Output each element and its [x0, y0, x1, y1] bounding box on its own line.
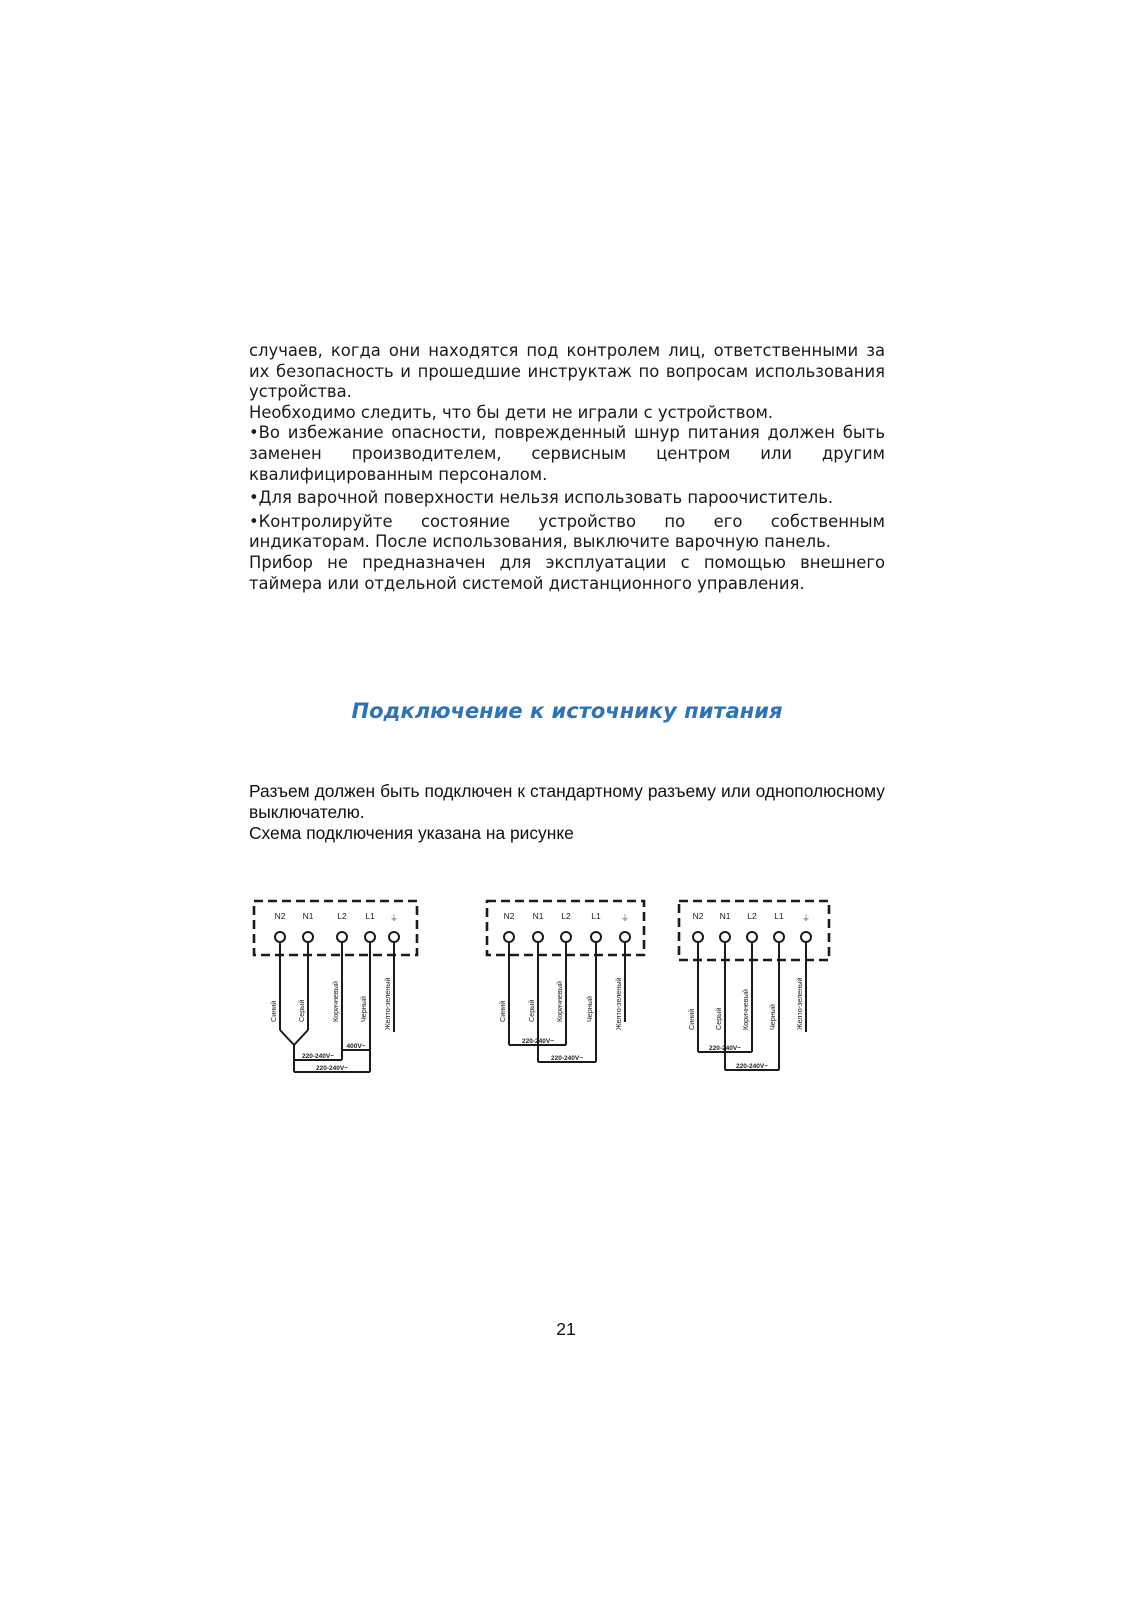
page-number: 21: [556, 1319, 576, 1339]
voltage-label: 220-240V~: [551, 1055, 583, 1062]
wire-label: Синий: [269, 1000, 278, 1022]
diagram-1: [269, 911, 399, 1072]
wire-label: Черный: [359, 996, 368, 1022]
wire-label: Желто-зеленый: [383, 977, 392, 1030]
terminal-label: N2: [692, 911, 704, 921]
safety-paragraph: •Контролируйте состояние устройство по его собственным индикаторам. После использования, выключите варочную панель.: [249, 511, 885, 552]
terminal-label: L1: [774, 911, 784, 921]
voltage-label: 220-240V~: [316, 1065, 348, 1072]
ground-icon: ⏚: [620, 913, 630, 923]
voltage-label: 220-240V~: [709, 1045, 741, 1052]
diagram-1-frame: [254, 901, 417, 955]
voltage-label: 220-240V~: [736, 1063, 768, 1070]
terminal-label: N1: [302, 911, 314, 921]
section-title: Подключение к источнику питания: [351, 699, 783, 723]
ground-icon: ⏚: [801, 913, 811, 923]
wire-label: Желто-зеленый: [614, 977, 623, 1030]
wire-label: Серый: [527, 999, 536, 1022]
safety-paragraph: •Во избежание опасности, поврежденный шнур питания должен быть заменен производителем, сервисным центром или другим квалифицированным персоналом.: [249, 423, 885, 484]
terminal-label: L2: [561, 911, 571, 921]
wire-label: Черный: [768, 1004, 777, 1030]
connection-paragraph: Схема подключения указана на рисунке: [249, 823, 574, 843]
diagram-2: [498, 911, 630, 1062]
wire-label: Желто-зеленый: [795, 977, 804, 1030]
wire-label: Синий: [687, 1008, 696, 1030]
connection-paragraph: Разъем должен быть подключен к стандартному разъему или однополюсному выключателю.: [249, 781, 885, 822]
wire-label: Синий: [498, 1000, 507, 1022]
terminal-label: L2: [337, 911, 347, 921]
ground-icon: ⏚: [389, 913, 399, 923]
wire-label: Коричневый: [331, 981, 340, 1022]
safety-paragraph: случаев, когда они находятся под контролем лиц, ответственными за их безопасность и прошедшие инструктаж по вопросам использования устройства.: [249, 341, 885, 402]
voltage-label: 400V~: [346, 1043, 366, 1050]
wire-label: Черный: [585, 996, 594, 1022]
safety-paragraph: •Для варочной поверхности нельзя использовать пароочиститель.: [249, 488, 834, 508]
voltage-label: 220-240V~: [302, 1053, 334, 1060]
terminal-label: L2: [747, 911, 757, 921]
wire-label: Серый: [714, 1007, 723, 1030]
wire-label: Серый: [297, 999, 306, 1022]
terminal-label: N1: [532, 911, 544, 921]
diagram-3: [687, 911, 811, 1070]
safety-paragraph: Необходимо следить, что бы дети не играли с устройством.: [249, 402, 774, 422]
terminal-label: L1: [365, 911, 375, 921]
wire-label: Коричневый: [741, 989, 750, 1030]
wire-label: Коричневый: [555, 981, 564, 1022]
terminal-label: N1: [719, 911, 731, 921]
terminal-label: L1: [591, 911, 601, 921]
voltage-label: 220-240V~: [522, 1038, 554, 1045]
safety-paragraph: Прибор не предназначен для эксплуатации с помощью внешнего таймера или отдельной системой дистанционного управления.: [249, 552, 885, 593]
terminal-label: N2: [274, 911, 286, 921]
terminal-label: N2: [503, 911, 515, 921]
